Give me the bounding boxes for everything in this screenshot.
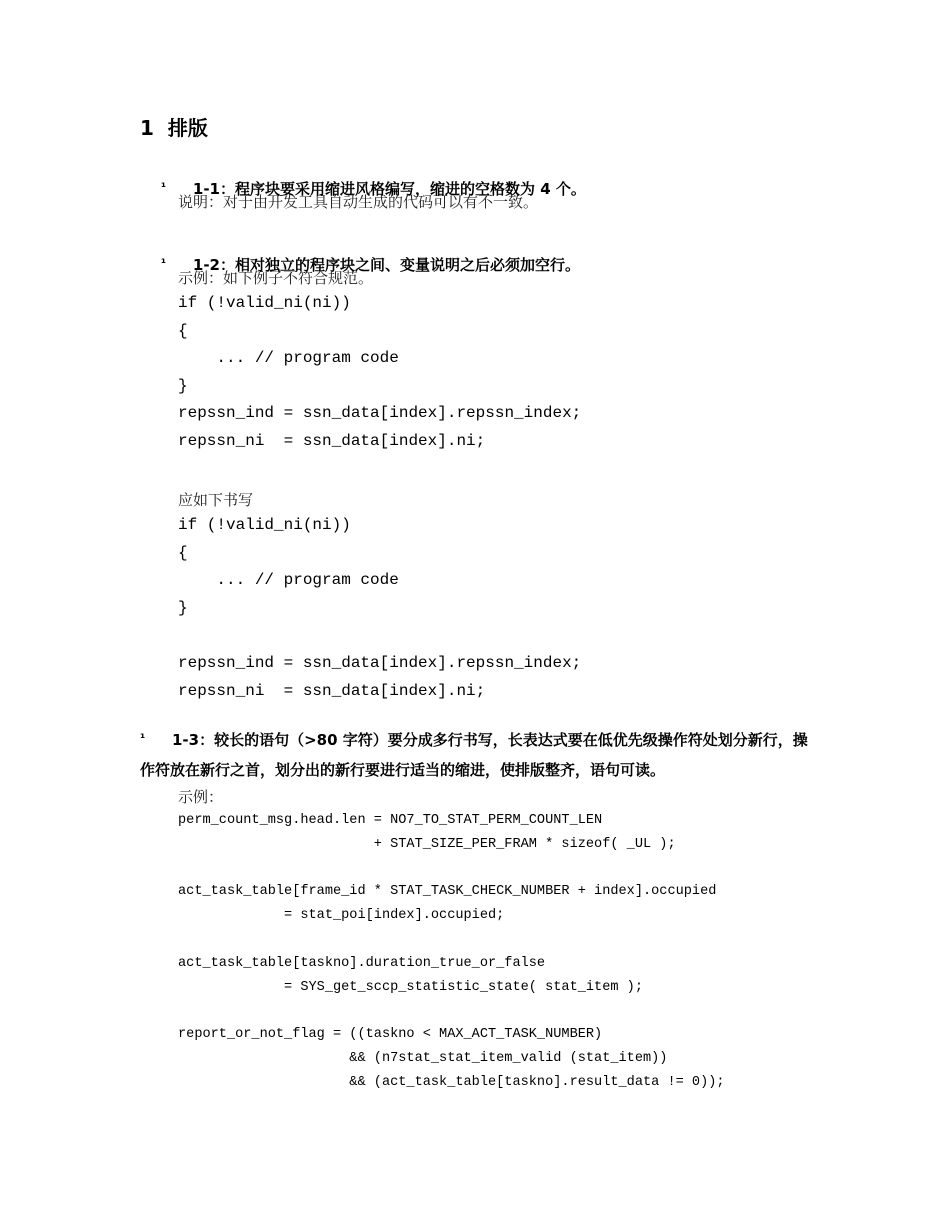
rule-note: 说明：对于由开发工具自动生成的代码可以有不一致。 <box>178 193 539 211</box>
code-block-long-statements: perm_count_msg.head.len = NO7_TO_STAT_PERM_COUNT_LEN + STAT_SIZE_PER_FRAM * sizeof( _UL ); act_task_table[frame_id * STAT_TASK_CHECK_NUMBER + index].occupied = stat_poi[index].occupied; act_task_table[taskno].duration_true_or_false = SYS_get_sccp_statistic_state( stat_item ); report_or_not_flag = ((taskno < MAX_ACT_TASK_NUMBER) && (n7stat_stat_item_valid (stat_item)) && (act_task_table[taskno].result_data != 0)); <box>178 813 725 1090</box>
rule-title: 1-3：较长的语句（>80 字符）要分成多行书写，长表达式要在低优先级操作符处划分新行，操作符放在新行之首，划分出的新行要进行适当的缩进，使排版整齐，语句可读。 <box>140 731 808 779</box>
correct-example-label: 应如下书写 <box>178 491 254 509</box>
code-block-bad-example: if (!valid_ni(ni)) { ... // program code } repssn_ind = ssn_data[index].repssn_index; repssn_ni = ssn_data[index].ni; <box>178 294 582 450</box>
bullet-marker: ¹ <box>160 256 167 270</box>
bullet-marker: ¹ <box>140 731 146 745</box>
section-heading: 1 排版 <box>140 116 208 140</box>
rule-title: 1-1：程序块要采用缩进风格编写，缩进的空格数为 4 个。 <box>192 180 586 198</box>
rule-title: 1-2：相对独立的程序块之间、变量说明之后必须加空行。 <box>192 256 580 274</box>
bullet-marker: ¹ <box>160 180 167 194</box>
example-label: 示例： <box>178 788 224 806</box>
code-block-good-example: if (!valid_ni(ni)) { ... // program code } repssn_ind = ssn_data[index].repssn_index; repssn_ni = ssn_data[index].ni; <box>178 516 582 700</box>
rule-1-3 <box>140 723 820 785</box>
example-label: 示例：如下例子不符合规范。 <box>178 269 374 287</box>
